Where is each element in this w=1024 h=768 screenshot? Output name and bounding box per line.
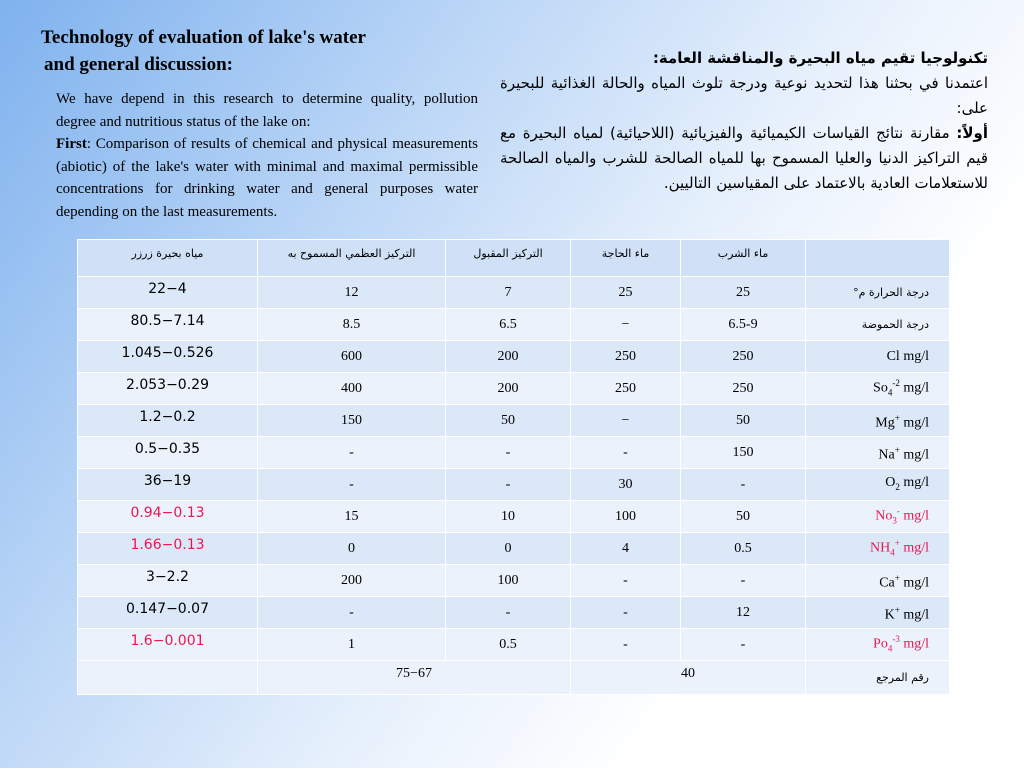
cell-drinking: - (681, 469, 806, 501)
cell-param (806, 533, 950, 565)
reference-row (78, 661, 950, 695)
table-row (78, 597, 950, 629)
english-intro: We have depend in this research to determine quality, pollution degree and nutritious status of the lake on: (56, 91, 478, 130)
table-row (78, 437, 950, 469)
param-name: NH (870, 540, 891, 556)
cell-lake: 3−2.2 (78, 565, 258, 597)
param-unit: mg/l (899, 447, 929, 463)
cell-accepted: 200 (446, 373, 571, 405)
cell-lake: 36−19 (78, 469, 258, 501)
param-name: No (875, 508, 893, 524)
cell-need: 25 (571, 277, 681, 309)
cell-need: 100 (571, 501, 681, 533)
comparison-table (77, 239, 950, 695)
cell-param (806, 597, 950, 629)
cell-max: 1 (258, 629, 446, 661)
title-line-1: Technology of evaluation of lake's water (41, 27, 366, 48)
cell-accepted: 10 (446, 501, 571, 533)
header-accepted: التركيز المقبول (446, 240, 571, 277)
param-superscript: -3 (892, 634, 900, 645)
header-param (806, 240, 950, 277)
english-body (56, 88, 478, 223)
cell-drinking: 0.5 (681, 533, 806, 565)
table-row (78, 309, 950, 341)
cell-accepted: 0 (446, 533, 571, 565)
cell-max: 600 (258, 341, 446, 373)
cell-accepted: 50 (446, 405, 571, 437)
cell-lake: 80.5−7.14 (78, 309, 258, 341)
cell-accepted: 100 (446, 565, 571, 597)
cell-lake: 1.6−0.001 (78, 629, 258, 661)
ref-max-accepted: 75−67 (258, 661, 571, 695)
cell-lake: 1.045−0.526 (78, 341, 258, 373)
slide-title (41, 24, 461, 78)
cell-need: 250 (571, 373, 681, 405)
table-row (78, 373, 950, 405)
param-name: Ca (879, 575, 895, 591)
cell-accepted: 6.5 (446, 309, 571, 341)
param-superscript: + (894, 444, 900, 455)
table-row (78, 277, 950, 309)
cell-need: - (571, 597, 681, 629)
arabic-title: تكنولوجيا تقيم مياه البحيرة والمناقشة العامة: (652, 49, 988, 67)
arabic-first-label: أولاً: (956, 124, 988, 142)
cell-lake: 0.5−0.35 (78, 437, 258, 469)
cell-drinking: - (681, 629, 806, 661)
cell-max: - (258, 469, 446, 501)
header-lake: مياه بحيرة زرزر (78, 240, 258, 277)
table-row (78, 565, 950, 597)
table-row (78, 469, 950, 501)
cell-param (806, 565, 950, 597)
cell-max: 400 (258, 373, 446, 405)
cell-accepted: 7 (446, 277, 571, 309)
cell-max: - (258, 597, 446, 629)
arabic-first-paragraph (500, 121, 988, 196)
cell-need: 4 (571, 533, 681, 565)
param-unit: mg/l (899, 415, 929, 431)
arabic-first-text: مقارنة نتائج القياسات الكيميائية والفيزيائية (اللاحيائية) لمياه البحيرة مع قيم التراكيز الدنيا والعليا المسموح بها للمياه الصالحة للشرب والمياه الصالحة للاستعلامات العادية بالاعتماد على المقياسين التاليين. (500, 124, 988, 192)
param-name: So (873, 380, 888, 396)
cell-param (806, 405, 950, 437)
table-header-row (78, 240, 950, 277)
cell-max: 12 (258, 277, 446, 309)
param-name: K (884, 607, 895, 623)
param-unit: mg/l (899, 575, 929, 591)
param-superscript: + (894, 538, 900, 549)
ref-need-drinking: 40 (571, 661, 806, 695)
cell-max: 150 (258, 405, 446, 437)
arabic-body (500, 46, 988, 196)
title-line-2: and general discussion: (44, 54, 233, 75)
param-unit: mg/l (899, 607, 929, 623)
cell-need: - (571, 629, 681, 661)
cell-need: − (571, 309, 681, 341)
cell-need: 30 (571, 469, 681, 501)
cell-accepted: - (446, 437, 571, 469)
cell-lake: 22−4 (78, 277, 258, 309)
cell-drinking: 6.5-9 (681, 309, 806, 341)
param-superscript: + (894, 572, 900, 583)
cell-max: 0 (258, 533, 446, 565)
header-max: التركيز العظمي المسموح به (258, 240, 446, 277)
param-subscript: 4 (887, 387, 893, 398)
cell-lake: 2.053−0.29 (78, 373, 258, 405)
english-first-text: : Comparison of results of chemical and physical measurements (abiotic) of the lake's water with minimal and maximal permissible concentrations for drinking water and general purposes water depending on the last measurements. (56, 136, 478, 220)
param-unit: mg/l (899, 380, 929, 396)
param-name: Po (873, 636, 888, 652)
table-row (78, 341, 950, 373)
cell-need: − (571, 405, 681, 437)
cell-lake: 1.2−0.2 (78, 405, 258, 437)
cell-max: - (258, 437, 446, 469)
cell-param (806, 341, 950, 373)
param-unit: mg/l (899, 636, 929, 652)
cell-accepted: 0.5 (446, 629, 571, 661)
cell-param (806, 277, 950, 309)
table-row (78, 629, 950, 661)
param-name: Mg (875, 415, 895, 431)
cell-drinking: 150 (681, 437, 806, 469)
cell-max: 8.5 (258, 309, 446, 341)
param-name: Na (878, 447, 895, 463)
cell-accepted: - (446, 597, 571, 629)
table-row (78, 501, 950, 533)
cell-lake: 1.66−0.13 (78, 533, 258, 565)
cell-drinking: 12 (681, 597, 806, 629)
cell-drinking: 50 (681, 405, 806, 437)
table-row (78, 533, 950, 565)
param-unit: mg/l (899, 474, 929, 490)
param-name: درجة الحرارة م° (853, 286, 929, 299)
param-unit: mg/l (899, 508, 929, 524)
param-subscript: 2 (895, 481, 900, 492)
ref-lake (78, 661, 258, 695)
cell-lake: 0.94−0.13 (78, 501, 258, 533)
ref-label: رقم المرجع (806, 661, 950, 695)
param-subscript: 4 (890, 547, 895, 558)
param-subscript: 4 (887, 643, 893, 654)
cell-max: 200 (258, 565, 446, 597)
cell-drinking: - (681, 565, 806, 597)
cell-drinking: 25 (681, 277, 806, 309)
cell-accepted: 200 (446, 341, 571, 373)
cell-max: 15 (258, 501, 446, 533)
arabic-intro: اعتمدنا في بحثنا هذا لتحديد نوعية ودرجة تلوث المياه والحالة الغذائية للبحيرة على: (500, 74, 988, 117)
cell-param (806, 629, 950, 661)
cell-need: 250 (571, 341, 681, 373)
param-name: Cl mg/l (886, 349, 929, 364)
cell-param (806, 469, 950, 501)
param-name: O (885, 474, 896, 490)
cell-accepted: - (446, 469, 571, 501)
param-superscript: + (894, 412, 900, 423)
param-superscript: -2 (892, 378, 900, 389)
table-row (78, 405, 950, 437)
english-first-label: First (56, 136, 87, 152)
param-superscript: + (894, 604, 900, 615)
cell-need: - (571, 565, 681, 597)
param-superscript: - (896, 506, 900, 517)
cell-param (806, 437, 950, 469)
param-unit: mg/l (899, 540, 929, 556)
param-name: درجة الحموضة (861, 318, 929, 331)
cell-drinking: 250 (681, 373, 806, 405)
cell-param (806, 373, 950, 405)
header-need: ماء الحاجة (571, 240, 681, 277)
param-subscript: 3 (892, 515, 897, 526)
cell-param (806, 309, 950, 341)
cell-param (806, 501, 950, 533)
cell-drinking: 250 (681, 341, 806, 373)
cell-lake: 0.147−0.07 (78, 597, 258, 629)
cell-need: - (571, 437, 681, 469)
header-drinking: ماء الشرب (681, 240, 806, 277)
cell-drinking: 50 (681, 501, 806, 533)
